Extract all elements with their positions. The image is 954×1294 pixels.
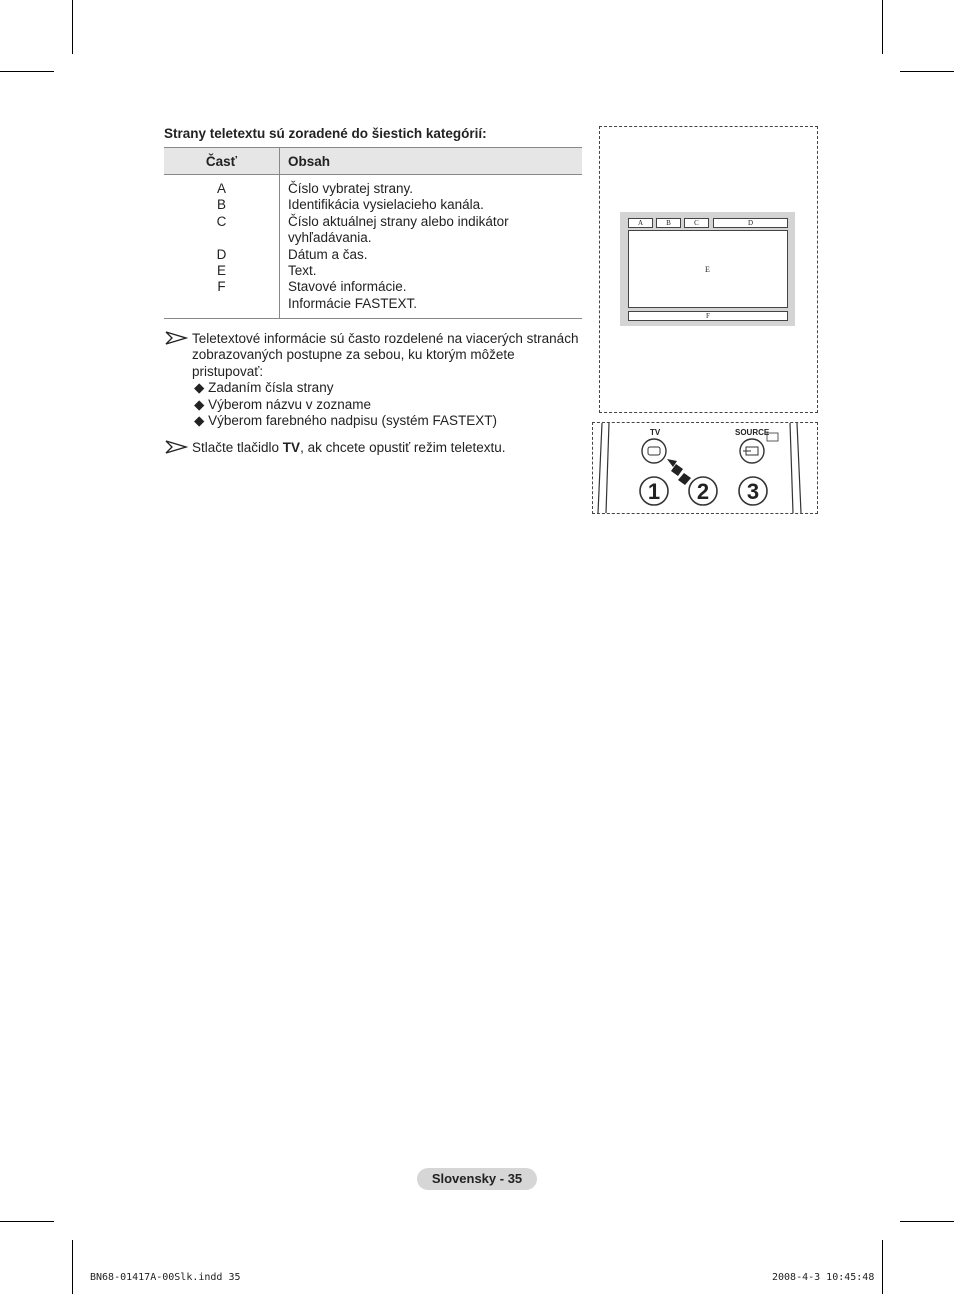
remote-illustration [593, 423, 817, 513]
tv-button-name: TV [282, 440, 301, 455]
teletext-categories-table [164, 147, 582, 319]
part-letter [164, 230, 279, 246]
diamond-bullet-icon: ◆ [194, 396, 205, 412]
print-slug-date: 2008-4-3 10:45:48 [772, 1272, 875, 1283]
note-exit-teletext [164, 440, 584, 456]
column-header-content: Obsah [280, 148, 583, 175]
number-key-2[interactable] [689, 477, 717, 505]
content-line: Text. [288, 263, 317, 279]
content-line: Identifikácia vysielacieho kanála. [288, 197, 484, 213]
crop-mark [72, 1240, 73, 1294]
content-line: vyhľadávania. [288, 230, 372, 246]
note-body [192, 331, 584, 429]
teletext-screen-diagram [620, 212, 795, 326]
number-key-1[interactable] [640, 477, 668, 505]
list-item: ◆ Výberom farebného nadpisu (systém FASTEXT) [194, 413, 498, 429]
crop-mark [0, 1221, 54, 1222]
content-line: Číslo vybratej strany. [288, 181, 414, 196]
part-letter: F [217, 279, 226, 295]
note-multipage [164, 331, 584, 429]
number-key-3[interactable] [739, 477, 767, 505]
crop-mark [0, 71, 54, 72]
tv-button[interactable] [642, 439, 666, 463]
crop-mark [900, 71, 954, 72]
arrow-pointer-icon [164, 331, 188, 345]
diamond-bullet-icon: ◆ [194, 413, 205, 429]
crop-mark [882, 0, 883, 54]
svg-text:1: 1 [647, 479, 661, 504]
press-indicator-icon [667, 459, 691, 485]
area-label-d: D [713, 218, 788, 228]
svg-text:3: 3 [746, 479, 760, 504]
list-item: ◆ Výberom názvu v zozname [194, 396, 371, 412]
column-header-part: Časť [164, 148, 280, 175]
area-label-f: F [628, 311, 788, 321]
content-line: Informácie FASTEXT. [288, 295, 418, 311]
part-letter: C [216, 213, 227, 229]
note-text: Teletextové informácie sú často rozdelené na viacerých stranách zobrazovaných postupne za sebou, ku ktorým môžete pristupovať: [192, 331, 579, 379]
area-label-e: E [705, 265, 710, 274]
table-header-row [164, 148, 582, 175]
section-heading: Strany teletextu sú zoradené do šiestich kategórií: [164, 126, 487, 141]
crop-mark [900, 1221, 954, 1222]
print-slug-file: BN68-01417A-00Slk.indd 35 [90, 1272, 241, 1283]
source-button[interactable] [740, 439, 764, 463]
content-column-cell [280, 175, 583, 319]
content-line: Číslo aktuálnej strany alebo indikátor [288, 213, 509, 229]
note-body: Stlačte tlačidlo TV, ak chcete opustiť režim teletextu. [192, 440, 506, 455]
source-label: SOURCE [735, 428, 770, 437]
part-letter: B [216, 197, 226, 213]
crop-mark [882, 1240, 883, 1294]
area-label-c: C [684, 218, 709, 228]
part-column-cell [164, 175, 280, 319]
tv-label: TV [650, 428, 661, 437]
crop-mark [72, 0, 73, 54]
part-letter: E [216, 263, 226, 279]
part-letter: D [216, 246, 227, 262]
content-line: Dátum a čas. [288, 246, 368, 262]
diamond-bullet-icon: ◆ [194, 380, 205, 396]
list-item: ◆ Zadaním čísla strany [194, 380, 334, 396]
area-label-a: A [628, 218, 653, 228]
area-text-screen [628, 230, 788, 308]
page-number-badge: Slovensky - 35 [417, 1168, 537, 1190]
table-row [164, 175, 582, 319]
svg-text:2: 2 [696, 479, 710, 504]
content-line: Stavové informácie. [288, 279, 407, 295]
remote-control-diagram [592, 422, 818, 514]
area-label-b: B [656, 218, 681, 228]
part-letter: A [216, 181, 226, 196]
arrow-pointer-icon [164, 440, 188, 454]
